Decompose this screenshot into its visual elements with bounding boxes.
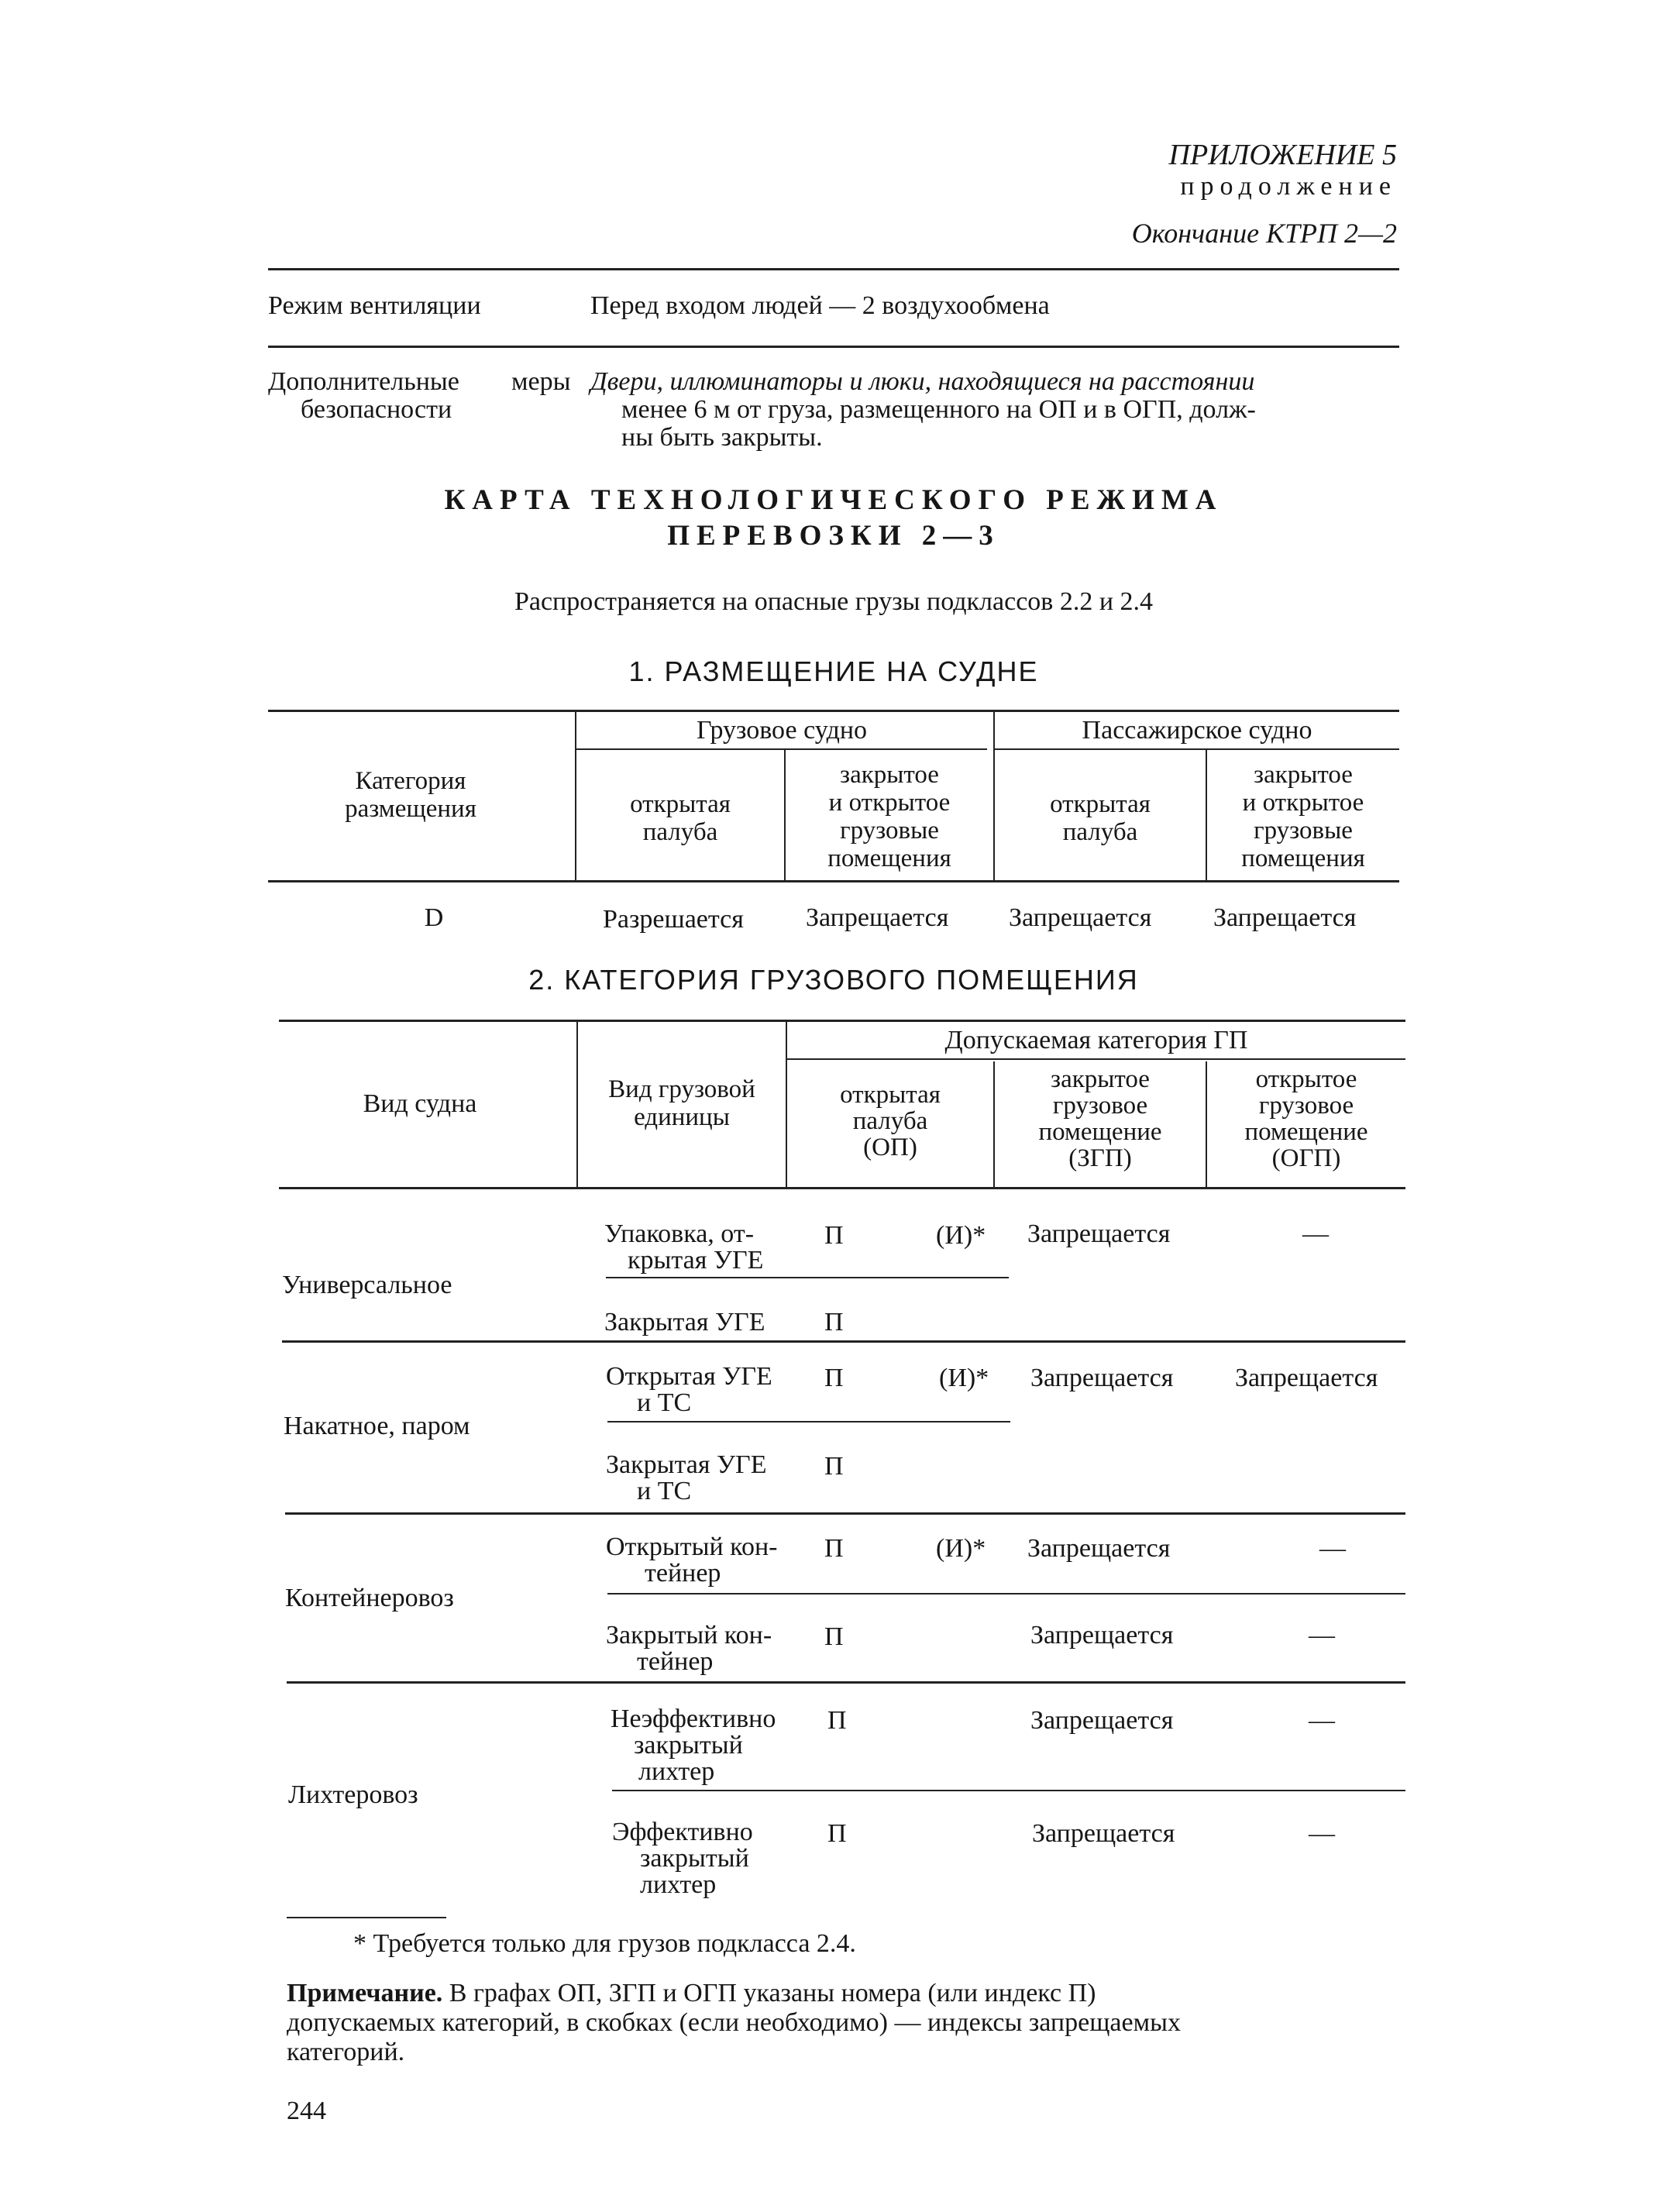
row-rule: [606, 1277, 1009, 1278]
section2-heading: 2. КАТЕГОРИЯ ГРУЗОВОГО ПОМЕЩЕНИЯ: [528, 964, 1139, 996]
head-line: помещения: [827, 845, 951, 872]
row-rule: [612, 1790, 1405, 1791]
head-line: грузовое: [1052, 1092, 1148, 1120]
safety-text-line2: менее 6 м от груза, размещенного на ОП и в ОГП, долж-: [621, 395, 1256, 424]
table1-header-rule: [268, 880, 1399, 882]
head-line: палуба: [1062, 818, 1138, 846]
table2-group-rule: [787, 1058, 1405, 1060]
cargo-unit: [606, 1452, 767, 1505]
zgp-value: Запрещается: [1030, 1364, 1174, 1392]
note-line1: В графах ОП, ЗГП и ОГП указаны номера (или индекс П): [449, 1979, 1096, 2007]
op-extra: (И)*: [939, 1364, 989, 1392]
table1-row-cargo-closed: Запрещается: [806, 903, 949, 932]
cargo-unit: [606, 1622, 772, 1675]
ogp-value: —: [1302, 1220, 1329, 1248]
zgp-value: Запрещается: [1027, 1534, 1171, 1563]
table2-col-ship: Вид судна: [363, 1089, 477, 1118]
unit-line: крытая УГЕ: [628, 1246, 764, 1275]
continuation-label: продолжение: [1180, 172, 1397, 201]
group-rule: [282, 1340, 1405, 1343]
rule: [268, 346, 1399, 348]
head-line: открытая: [630, 790, 731, 818]
ship-type: Контейнеровоз: [285, 1584, 454, 1612]
unit-line: лихтер: [640, 1870, 717, 1899]
op-value: П: [827, 1706, 847, 1735]
head-line: открытое: [1255, 1065, 1357, 1093]
cargo-unit: Закрытая УГЕ: [604, 1308, 765, 1336]
cargo-unit: [604, 1221, 763, 1274]
table2-top-rule: [279, 1020, 1405, 1022]
head-line: открытая: [1050, 790, 1151, 818]
head-line: открытая: [840, 1081, 941, 1109]
row-rule: [607, 1421, 1010, 1422]
head-line: Вид грузовой: [608, 1075, 755, 1103]
card-title-line1: КАРТА ТЕХНОЛОГИЧЕСКОГО РЕЖИМА: [444, 484, 1223, 516]
unit-line: тейнер: [637, 1647, 714, 1676]
table1-passenger-ship: Пассажирское судно: [1082, 716, 1312, 745]
unit-line: и ТС: [637, 1388, 692, 1417]
head-line: (ОГП): [1271, 1144, 1341, 1172]
table1-cargo-open-head: [576, 790, 784, 846]
head-line: единицы: [634, 1103, 730, 1131]
head-line: помещения: [1241, 845, 1365, 872]
note-line3: категорий.: [287, 2038, 405, 2066]
safety-label-line1: Дополнительные: [268, 367, 459, 396]
table1-pass-closed-head: [1207, 761, 1399, 872]
head-line: грузовые: [1254, 817, 1353, 845]
note-label: Примечание.: [287, 1979, 443, 2007]
group-rule: [287, 1681, 1405, 1684]
head-line: грузовое: [1258, 1092, 1354, 1120]
category-line2: размещения: [345, 795, 476, 823]
head-line: закрытое: [1254, 761, 1353, 789]
ventilation-value: Перед входом людей — 2 воздухообмена: [590, 291, 1050, 320]
table1-row-cargo-open: Разрешается: [603, 905, 744, 934]
unit-line: тейнер: [645, 1559, 721, 1588]
ship-type: Универсальное: [282, 1271, 452, 1299]
unit-line: закрытый: [634, 1731, 743, 1760]
unit-line: Эффективно: [612, 1818, 753, 1846]
op-value: П: [824, 1622, 844, 1651]
cargo-unit: [606, 1534, 777, 1587]
table1-row-pass-open: Запрещается: [1009, 903, 1152, 932]
op-value: П: [824, 1221, 844, 1250]
appendix-label: ПРИЛОЖЕНИЕ 5: [1168, 139, 1397, 171]
card-scope: Распространяется на опасные грузы подклассов 2.2 и 2.4: [514, 587, 1154, 616]
head-line: (ЗГП): [1068, 1144, 1132, 1172]
op-extra: (И)*: [936, 1221, 986, 1250]
op-value: П: [824, 1364, 844, 1392]
ogp-value: Запрещается: [1235, 1364, 1378, 1392]
zgp-value: Запрещается: [1030, 1706, 1174, 1735]
zgp-value: Запрещается: [1032, 1819, 1175, 1848]
ogp-value: —: [1309, 1706, 1335, 1735]
zgp-value: Запрещается: [1030, 1621, 1174, 1650]
table1-cargo-ship: Грузовое судно: [696, 716, 868, 745]
table1-top-rule: [268, 710, 1399, 712]
ogp-value: —: [1309, 1819, 1335, 1848]
op-value: П: [824, 1452, 844, 1481]
unit-line: Открытый кон-: [606, 1533, 778, 1561]
ogp-value: —: [1319, 1534, 1346, 1563]
table2-col-unit: [578, 1075, 786, 1131]
table1-row-category: D: [424, 903, 444, 932]
unit-line: Упаковка, от-: [604, 1220, 755, 1248]
unit-line: Неэффективно: [611, 1705, 776, 1733]
category-line1: Категория: [355, 767, 466, 795]
unit-line: Закрытый кон-: [606, 1621, 772, 1650]
table2-col-ogp: [1207, 1066, 1405, 1171]
unit-line: Открытая УГЕ: [606, 1362, 772, 1391]
head-line: палуба: [642, 818, 718, 846]
footnote-rule: [287, 1917, 446, 1918]
table1-group-rule: [995, 748, 1399, 750]
ship-type: Лихтеровоз: [288, 1780, 418, 1809]
safety-text-line1: Двери, иллюминаторы и люки, находящиеся на расстоянии: [590, 367, 1255, 396]
table1-group-rule: [576, 748, 987, 750]
footnote: * Требуется только для грузов подкласса 2.4.: [353, 1929, 856, 1958]
head-line: закрытое: [840, 761, 939, 789]
table1-cargo-closed-head: [786, 761, 993, 872]
cargo-unit: [612, 1819, 753, 1898]
safety-label-line2: безопасности: [301, 395, 452, 424]
table1-pass-open-head: [995, 790, 1206, 846]
head-line: помещение: [1244, 1118, 1368, 1146]
table2-col-allowed: Допускаемая категория ГП: [944, 1026, 1248, 1054]
op-value: П: [824, 1534, 844, 1563]
head-line: грузовые: [840, 817, 939, 845]
table1-row-pass-closed: Запрещается: [1213, 903, 1357, 932]
head-line: палуба: [852, 1107, 928, 1135]
head-line: закрытое: [1051, 1065, 1150, 1093]
table1-col-category: [310, 767, 511, 823]
unit-line: закрытый: [640, 1844, 749, 1873]
op-extra: (И)*: [936, 1534, 986, 1563]
note-line2: допускаемых категорий, в скобках (если необходимо) — индексы запрещаемых: [287, 2008, 1181, 2037]
table2-col-zgp: [995, 1066, 1206, 1171]
safety-label-word2: меры: [511, 367, 571, 396]
head-line: (ОП): [863, 1134, 917, 1161]
unit-line: Закрытая УГЕ: [606, 1450, 767, 1479]
table2-col-op: [787, 1082, 993, 1161]
rule: [268, 268, 1399, 270]
table2-header-rule: [279, 1187, 1405, 1189]
section-end-label: Окончание КТРП 2—2: [1131, 218, 1397, 249]
ship-type: Накатное, паром: [284, 1412, 470, 1440]
group-rule: [285, 1512, 1405, 1515]
page-number: 244: [287, 2097, 326, 2125]
unit-line: и ТС: [637, 1477, 692, 1505]
head-line: и открытое: [828, 789, 951, 817]
cargo-unit: [606, 1364, 772, 1416]
head-line: помещение: [1038, 1118, 1162, 1146]
head-line: и открытое: [1242, 789, 1364, 817]
ventilation-label: Режим вентиляции: [268, 291, 481, 320]
op-value: П: [827, 1819, 847, 1848]
row-rule: [607, 1593, 1405, 1594]
card-title-line2: ПЕРЕВОЗКИ 2—3: [667, 520, 1000, 552]
section1-heading: 1. РАЗМЕЩЕНИЕ НА СУДНЕ: [628, 655, 1039, 687]
ogp-value: —: [1309, 1621, 1335, 1650]
op-value: П: [824, 1308, 844, 1336]
unit-line: лихтер: [638, 1757, 715, 1786]
safety-text-line3: ны быть закрыты.: [621, 423, 823, 452]
cargo-unit: [611, 1706, 776, 1785]
zgp-value: Запрещается: [1027, 1220, 1171, 1248]
